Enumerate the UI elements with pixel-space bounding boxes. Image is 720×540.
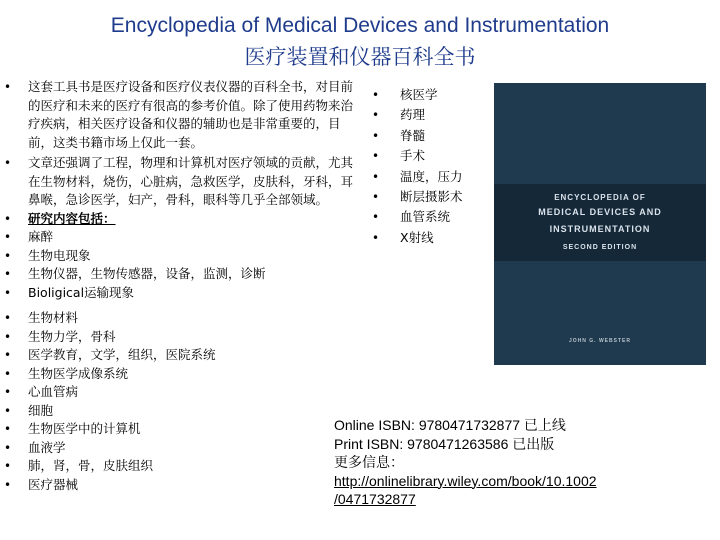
research-heading-text: 研究内容包括：: [28, 210, 116, 226]
list-item: • 医疗器械: [0, 476, 356, 495]
book-link-line-2: /0471732877: [334, 491, 416, 507]
list-item: • 生物材料: [0, 309, 356, 328]
research-heading: [0, 210, 356, 229]
intro-paragraph-1: • 这套工具书是医疗设备和医疗仪表仪器的百科全书，对目前的医疗和未来的医疗有很高的参考价值。除了使用药物来治疗疾病，相关医疗设备和仪器的辅助也是非常重要的，目前，这类书籍市场上仅此一套。: [0, 78, 356, 152]
list-item: • 血管系统: [368, 207, 488, 227]
cover-line-1: ENCYCLOPEDIA OF: [554, 193, 646, 202]
left-bullet-list: [0, 78, 356, 494]
intro-paragraph-2: • 文章还强调了工程，物理和计算机对医疗领域的贡献，尤其在生物材料，烧伤，心脏病，急救医学，皮肤科，牙科，耳鼻喉，急诊医学，妇产，骨科，眼科等几乎全部领域。: [0, 154, 356, 210]
right-bullet-list: [368, 85, 488, 248]
cover-line-2: MEDICAL DEVICES AND: [538, 207, 662, 217]
list-item: • 生物力学，骨科: [0, 328, 356, 347]
list-item: • 麻醉: [0, 228, 356, 247]
list-item: • 生物医学成像系统: [0, 365, 356, 384]
online-isbn: Online ISBN: 9780471732877 已上线: [334, 417, 566, 433]
list-item: • 心血管病: [0, 383, 356, 402]
list-item: • 药理: [368, 105, 488, 125]
list-item: • 脊髓: [368, 126, 488, 146]
book-link[interactable]: [334, 473, 597, 508]
title-english: Encyclopedia of Medical Devices and Instrumentation: [110, 14, 610, 37]
list-item: • 生物仪器，生物传感器，设备，监测，诊断: [0, 265, 356, 284]
list-item: • 生物医学中的计算机: [0, 420, 356, 439]
list-item: • Bioligical运输现象: [0, 284, 356, 303]
list-item: • 断层摄影术: [368, 187, 488, 207]
list-item: • 细胞: [0, 402, 356, 421]
book-info: [334, 416, 714, 509]
list-item: • X射线: [368, 228, 488, 248]
cover-author: JOHN G. WEBSTER: [569, 338, 631, 344]
list-item: • 生物电现象: [0, 247, 356, 266]
list-item: • 温度，压力: [368, 167, 488, 187]
list-item: • 医学教育，文学，组织，医院系统: [0, 346, 356, 365]
book-link-line-1: http://onlinelibrary.wiley.com/book/10.1002: [334, 472, 597, 489]
more-info-label: 更多信息：: [334, 454, 404, 470]
cover-edition: SECOND EDITION: [562, 244, 638, 251]
list-item: • 手术: [368, 146, 488, 166]
list-item: • 肺，肾，骨，皮肤组织: [0, 457, 356, 476]
list-item: • 核医学: [368, 85, 488, 105]
title-chinese: 医疗装置和仪器百科全书: [244, 45, 476, 69]
cover-line-3: INSTRUMENTATION: [549, 224, 651, 234]
list-item: • 血液学: [0, 439, 356, 458]
print-isbn: Print ISBN: 9780471263586 已出版: [334, 435, 555, 452]
book-cover-image: [494, 83, 706, 365]
